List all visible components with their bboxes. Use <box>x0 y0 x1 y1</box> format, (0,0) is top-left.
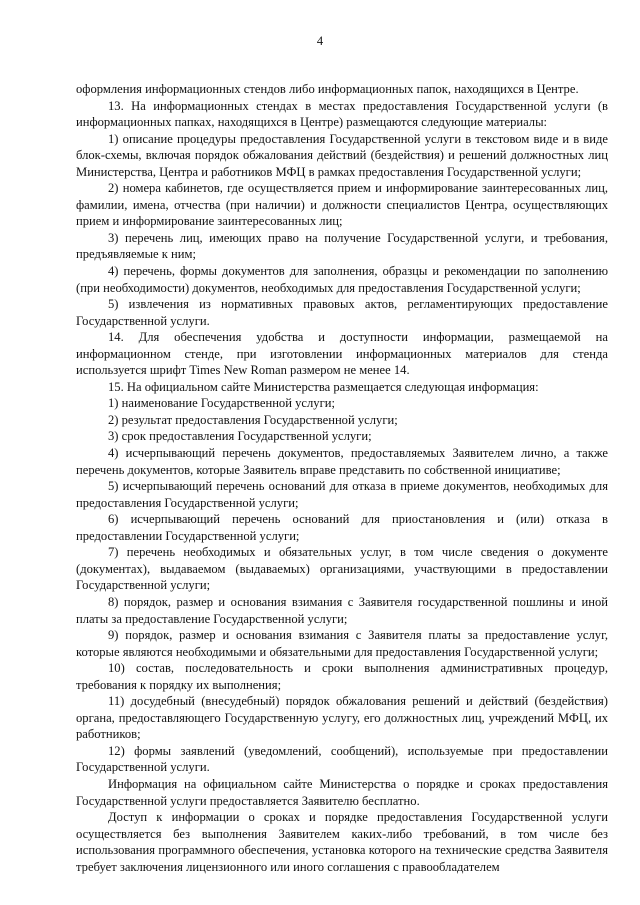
list-item-15-5: 5) исчерпывающий перечень оснований для отказа в приеме документов, необходимых для предоставления Государственной услуги; <box>76 479 608 510</box>
paragraph-access: Доступ к информации о сроках и порядке предоставления Государственной услуги осуществляется без выполнения Заявителем каких-либо требований, в том числе без использования программного обеспечения, установка которого на технические средства Заявителя требует заключения лицензионного или иного соглашения с правообладателем <box>76 810 608 874</box>
paragraph-15: 15. На официальном сайте Министерства размещается следующая информация: <box>108 379 539 394</box>
list-item-15-10: 10) состав, последовательность и сроки выполнения административных процедур, требования к порядку их выполнения; <box>76 661 608 692</box>
paragraph-continuation: оформления информационных стендов либо информационных папок, находящихся в Центре. <box>76 82 579 96</box>
list-item-15-12: 12) формы заявлений (уведомлений, сообщений), используемые при предоставлении Государственной услуги. <box>76 743 608 775</box>
list-item-15-8: 8) порядок, размер и основания взимания с Заявителя государственной пошлины и иной платы за предоставление Государственной услуги; <box>76 594 608 626</box>
list-item-15-11: 11) досудебный (внесудебный) порядок обжалования решений и действий (бездействия) органа, предоставляющего Государственную услугу, его должностных лиц, учреждений МФЦ, их работников; <box>76 694 608 742</box>
list-item-13-2: 2) номера кабинетов, где осуществляется прием и информирование заинтересованных лиц, фамилии, имена, отчества (при наличии) и должности специалистов Центра, осуществляющих прием и информирование заинтересованных лиц; <box>76 181 608 229</box>
list-item-15-1: 1) наименование Государственной услуги; <box>108 396 335 411</box>
list-item-15-3: 3) срок предоставления Государственной услуги; <box>108 429 372 444</box>
document-body <box>76 81 608 875</box>
list-item-15-6: 6) исчерпывающий перечень оснований для приостановления и (или) отказа в предоставлении Государственной услуги; <box>76 512 608 543</box>
list-item-13-1: 1) описание процедуры предоставления Государственной услуги в текстовом виде и в виде блок-схемы, включая порядок обжалования действий (бездействия) и решений должностных лиц Министерства, Центра и работников МФЦ в рамках предоставления Государственной услуги; <box>76 131 608 179</box>
paragraph-free-info: Информация на официальном сайте Министерства о порядке и сроках предоставления Государственной услуги предоставляется Заявителю бесплатно. <box>76 776 608 808</box>
paragraph-14: 14. Для обеспечения удобства и доступности информации, размещаемой на информационном стенде, при изготовлении информационных материалов для стенда используется шрифт Times New Roman размером не менее 14. <box>76 330 608 378</box>
list-item-15-9: 9) порядок, размер и основания взимания с Заявителя платы за предоставление услуг, которые являются необходимыми и обязательными для предоставления Государственной услуги; <box>76 628 608 659</box>
list-item-13-3: 3) перечень лиц, имеющих право на получение Государственной услуги, и требования, предъявляемые к ним; <box>76 230 608 262</box>
list-item-15-7: 7) перечень необходимых и обязательных услуг, в том числе сведения о документе (документах), выдаваемом (выдаваемых) организациями, участвующими в предоставлении Государственной услуги; <box>76 545 608 593</box>
list-item-15-4: 4) исчерпывающий перечень документов, предоставляемых Заявителем лично, а также перечень документов, которые Заявитель вправе представить по собственной инициативе; <box>76 446 608 477</box>
paragraph-13: 13. На информационных стендах в местах предоставления Государственной услуги (в информационных папках, находящихся в Центре) размещаются следующие материалы: <box>76 98 608 130</box>
list-item-13-5: 5) извлечения из нормативных правовых актов, регламентирующих предоставление Государственной услуги. <box>76 297 608 328</box>
page-number: 4 <box>316 34 324 48</box>
list-item-15-2: 2) результат предоставления Государственной услуги; <box>108 412 398 427</box>
list-item-13-4: 4) перечень, формы документов для заполнения, образцы и рекомендации по заполнению (при необходимости) документов, необходимых для предоставления Государственной услуги; <box>76 264 608 295</box>
